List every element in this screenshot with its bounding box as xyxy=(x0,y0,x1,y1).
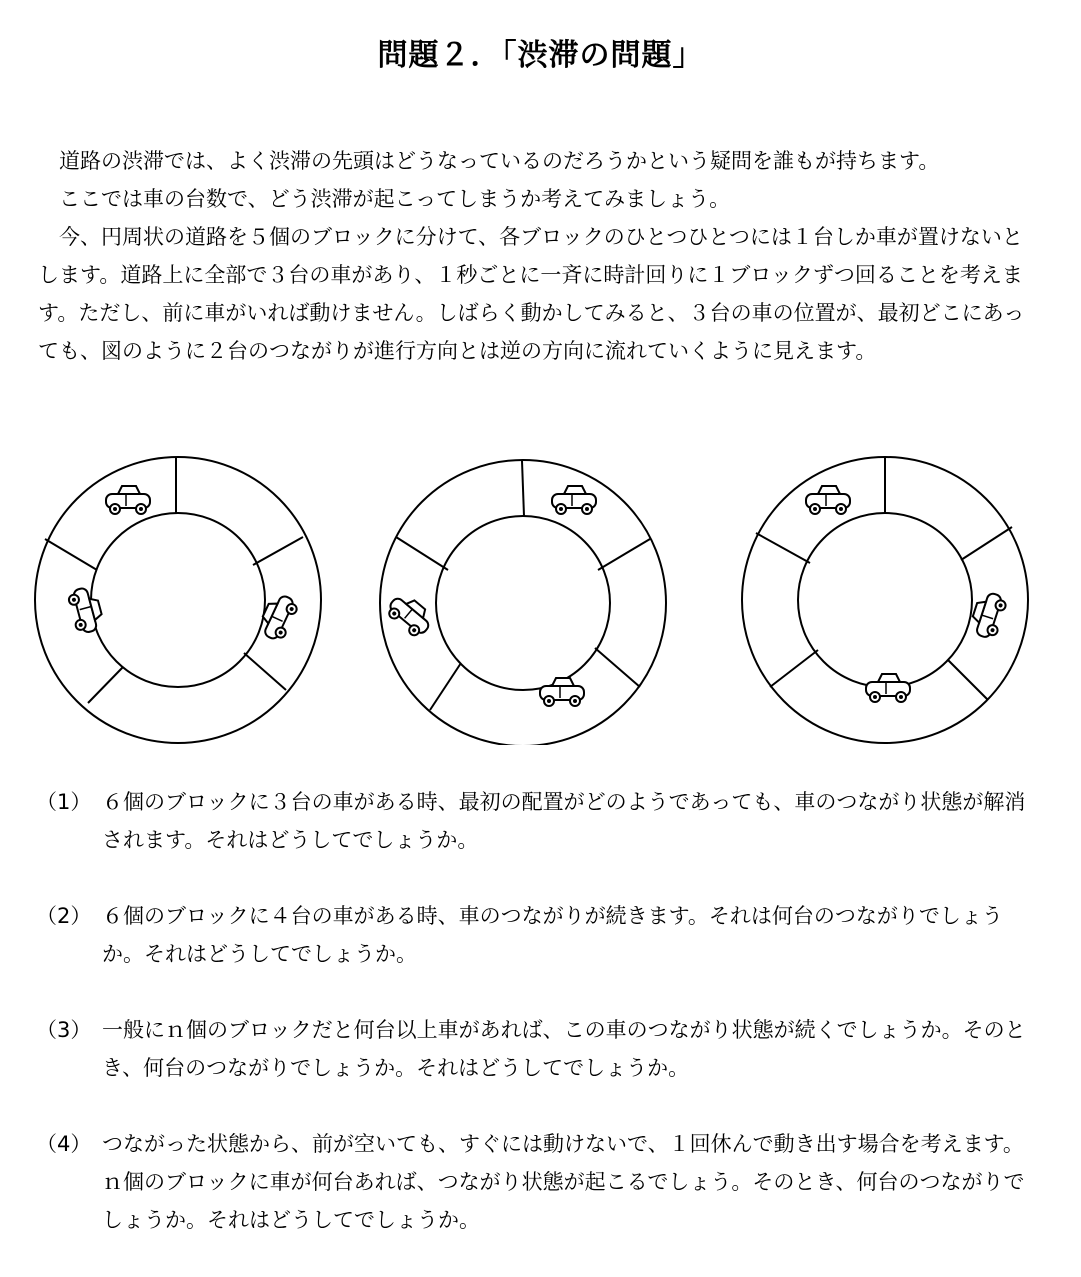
car-icon xyxy=(866,674,910,702)
question-number: （1） xyxy=(36,790,92,814)
ring-1 xyxy=(35,457,321,743)
question-2 xyxy=(36,897,1036,973)
car-icon xyxy=(384,590,436,640)
question-number: （4） xyxy=(36,1132,92,1156)
ring-3 xyxy=(742,457,1028,743)
ring-2 xyxy=(380,460,666,745)
question-text: ６個のブロックに４台の車がある時、車のつながりが続きます。それは何台のつながりでしょうか。それはどうしてでしょうか。 xyxy=(102,904,1003,966)
question-1 xyxy=(36,783,1036,859)
car-icon xyxy=(540,678,584,706)
question-number: （2） xyxy=(36,904,92,928)
page-title: 問題２．「渋滞の問題」 xyxy=(377,38,704,74)
question-text: 一般にｎ個のブロックだと何台以上車があれば、この車のつながり状態が続くでしょうか。そのとき、何台のつながりでしょうか。それはどうしてでしょうか。 xyxy=(102,1018,1026,1080)
intro-section xyxy=(38,142,1043,370)
questions-section xyxy=(36,783,1036,1277)
intro-paragraph-1: 道路の渋滞では、よく渋滞の先頭はどうなっているのだろうかという疑問を誰もが持ちます。 xyxy=(59,149,940,173)
car-icon xyxy=(106,486,150,514)
car-icon xyxy=(256,591,300,643)
car-icon xyxy=(552,486,596,514)
ring-road-figures xyxy=(28,455,1038,745)
intro-paragraph-2: ここでは車の台数で、どう渋滞が起こってしまうか考えてみましょう。 xyxy=(59,187,731,211)
car-icon xyxy=(67,585,105,635)
question-3 xyxy=(36,1011,1036,1087)
intro-paragraph-3: 今、円周状の道路を５個のブロックに分けて、各ブロックのひとつひとつには１台しか車が置けないとします。道路上に全部で３台の車があり、１秒ごとに一斉に時計回りに１ブロックずつ回ることを考えます。ただし、前に車がいれば動けません。しばらく動かしてみると、３台の車の位置が、最初どこにあっても、図のように２台のつながりが進行方向とは逆の方向に流れていくように見えます。 xyxy=(38,225,1025,363)
question-number: （3） xyxy=(36,1018,92,1042)
car-icon xyxy=(806,486,850,514)
car-icon xyxy=(968,590,1008,640)
question-text: つながった状態から、前が空いても、すぐには動けないで、１回休んで動き出す場合を考えます。ｎ個のブロックに車が何台あれば、つながり状態が起こるでしょう。そのとき、何台のつながりでしょうか。それはどうしてでしょうか。 xyxy=(102,1132,1025,1232)
question-4 xyxy=(36,1125,1036,1239)
question-text: ６個のブロックに３台の車がある時、最初の配置がどのようであっても、車のつながり状態が解消されます。それはどうしてでしょうか。 xyxy=(102,790,1026,852)
